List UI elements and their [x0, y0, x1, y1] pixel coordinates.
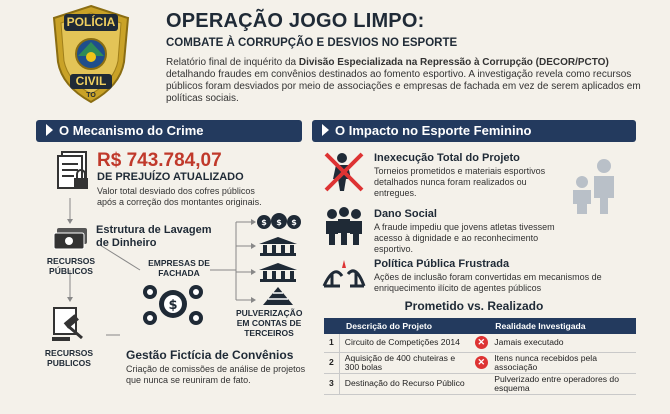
triangle-icon — [322, 124, 329, 136]
intro-part-1: Relatório final de inquérito da — [166, 57, 299, 68]
gavel-icon — [48, 304, 88, 344]
table-title: Prometido vs. Realizado — [404, 299, 544, 313]
x-mark-icon: ✕ — [475, 336, 488, 349]
athletes-icon — [568, 156, 624, 216]
svg-text:$: $ — [168, 298, 178, 313]
svg-text:$: $ — [261, 218, 267, 227]
row-reality: Itens nunca recebidos pela associação — [489, 352, 636, 373]
no-sport-icon — [322, 150, 366, 194]
amount-label: DE PREJUÍZO ATUALIZADO — [97, 171, 244, 183]
public-funds-label-1: RECURSOS PÚBLICOS — [46, 256, 96, 276]
row-description: Aquisição de 400 chuteiras e 300 bolas — [339, 352, 473, 373]
badge-top-text: POLÍCIA — [66, 15, 116, 29]
intro-bold: Divisão Especializada na Repressão à Corrupção (DECOR/PCTO) — [298, 57, 609, 68]
fictitious-description: Criação de comissões de análise de projetos que nunca se reuniram de fato. — [126, 364, 306, 385]
amount-value: R$ 743.784,07 — [97, 150, 222, 171]
table-row — [324, 373, 636, 394]
row-reality: Jamais executado — [489, 334, 636, 352]
table-row — [324, 334, 636, 352]
svg-text:$: $ — [276, 218, 282, 227]
table-row — [324, 352, 636, 373]
right-section-header — [312, 120, 636, 142]
public-funds-label-2: RECURSOS PUBLICOS — [44, 348, 94, 368]
x-mark-icon: ✕ — [475, 356, 488, 369]
gears-money-icon — [140, 280, 206, 328]
fictitious-title: Gestão Fictícia de Convênios — [126, 348, 294, 362]
money-icon — [52, 226, 90, 254]
row-status — [473, 352, 489, 373]
row-description: Circuito de Competições 2014 — [339, 334, 473, 352]
table-header-reality: Realidade Investigada — [489, 318, 636, 334]
row-number: 1 — [324, 334, 339, 352]
bank-icon-2 — [258, 262, 298, 282]
page-title: OPERAÇÃO JOGO LIMPO: — [166, 10, 425, 32]
table-header-description: Descrição do Projeto — [324, 318, 473, 334]
table-header-row — [324, 318, 636, 334]
row-status — [473, 373, 489, 394]
bank-icon — [258, 236, 298, 256]
row-number: 2 — [324, 352, 339, 373]
pyramid-icon — [262, 286, 294, 306]
impact-title-3: Política Pública Frustrada — [374, 258, 510, 270]
money-bags-icon — [256, 208, 302, 230]
social-group-icon — [322, 206, 366, 246]
right-section-title: O Impacto no Esporte Feminino — [335, 123, 532, 138]
impact-desc-1: Torneios prometidos e materiais esportivos detalhados nunca foram realizados ou entregues. — [374, 166, 546, 198]
impact-desc-2: A fraude impediu que jovens atletas tivessem acesso à dignidade e ao reconhecimento esportivo. — [374, 222, 555, 254]
comparison-table — [324, 318, 636, 395]
row-description: Destinação do Recurso Público — [339, 373, 473, 394]
shell-companies-label: EMPRESAS DE FACHADA — [148, 258, 210, 278]
row-reality: Pulverizado entre operadores do esquema — [489, 373, 636, 394]
row-status — [473, 334, 489, 352]
impact-title-2: Dano Social — [374, 208, 437, 220]
laundering-title: Estrutura de Lavagem de Dinheiro — [96, 224, 212, 249]
impact-desc-3: Ações de inclusão foram convertidas em mecanismos de enriquecimento ilícito de agentes públicos — [374, 272, 602, 293]
table-header-spacer — [473, 318, 489, 334]
row-number: 3 — [324, 373, 339, 394]
left-section-title: O Mecanismo do Crime — [59, 123, 204, 138]
badge-state-text: TO — [86, 92, 96, 99]
badge-bottom-text: CIVIL — [75, 74, 107, 88]
pulverization-label: PULVERIZAÇÃO EM CONTAS DE TERCEIROS — [236, 308, 303, 338]
intro-part-2: detalhando fraudes em convênios destinados ao fomento esportivo. A investigação revela como recursos públicos foram desviados por meio de associações e empresas de fachada em vez de serem aplicados em políticas sociais. — [166, 69, 641, 104]
impact-title-1: Inexecução Total do Projeto — [374, 152, 520, 164]
amount-description: Valor total desviado dos cofres públicos após a correção dos montantes originais. — [97, 186, 262, 207]
page-subtitle: COMBATE À CORRUPÇÃO E DESVIOS NO ESPORTE — [166, 37, 458, 49]
svg-text:$: $ — [291, 218, 297, 227]
broken-bridge-icon — [322, 256, 366, 292]
